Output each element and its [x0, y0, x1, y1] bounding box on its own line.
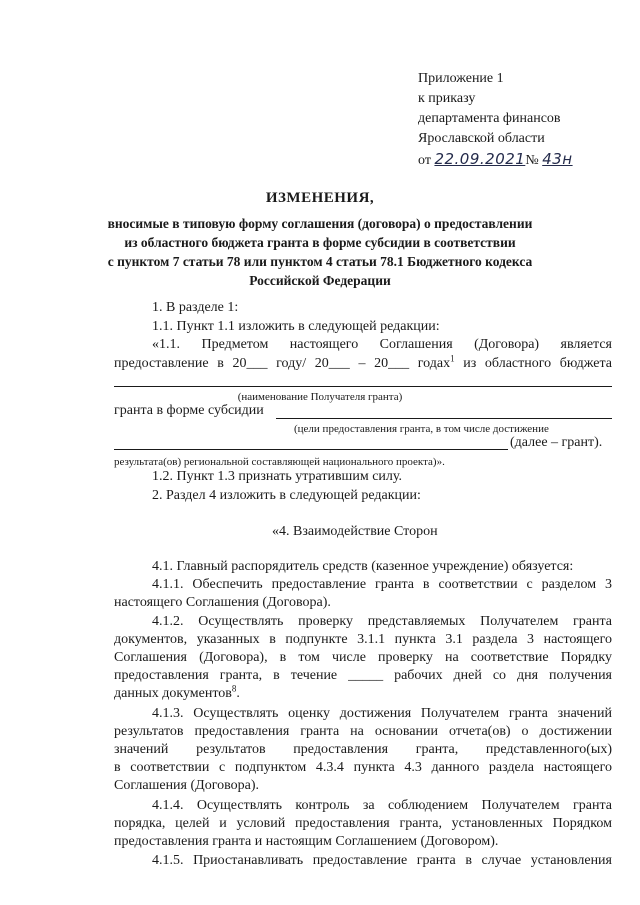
paragraph-4-1-1-line-1: 4.1.1. Обеспечить предоставление гранта в соответствии с разделом 3	[152, 577, 612, 592]
header-line-department: департамента финансов	[418, 111, 561, 126]
approval-header	[418, 69, 628, 171]
paragraph-1-1: 1.1. Пункт 1.1 изложить в следующей редакции:	[152, 319, 440, 334]
paragraph-4-1-4-line-2: порядка, целей и условий предоставления гранта, установленных Порядком	[114, 816, 612, 831]
paragraph-4-1-2-line-3: Соглашения (Договора), в том числе проверку на соответствие Порядку	[114, 650, 612, 665]
paragraph-4-1-2-line-1: 4.1.2. Осуществлять проверку представляемых Получателем гранта	[152, 614, 612, 629]
blank-line-results	[114, 449, 508, 450]
document-title: ИЗМЕНЕНИЯ,	[265, 190, 375, 206]
header-line-region: Ярославской области	[418, 131, 545, 146]
caption-recipient: (наименование Получателя гранта)	[237, 391, 403, 403]
subtitle-line: вносимые в типовую форму соглашения (договора) о предоставлении	[107, 216, 533, 231]
header-date-number	[418, 149, 628, 171]
paragraph-4-1-2-line-2: документов, указанных в подпункте 3.1.1 пункта 3.1 раздела 3 настоящего	[114, 632, 612, 647]
subtitle-line: с пунктом 7 статьи 78 или пунктом 4 статьи 78.1 Бюджетного кодекса	[107, 254, 533, 269]
paragraph-2: 2. Раздел 4 изложить в следующей редакции:	[152, 488, 421, 503]
paragraph-4-1-4-line-1: 4.1.4. Осуществлять контроль за соблюдением Получателем гранта	[152, 798, 612, 813]
dalee-grant-text: (далее – грант).	[510, 435, 603, 450]
blank-line-recipient	[114, 386, 612, 387]
grant-form-label: гранта в форме субсидии	[114, 403, 264, 418]
subtitle-line: из областного бюджета гранта в форме субсидии в соответствии	[124, 235, 516, 250]
paragraph-4-1-3-line-3: значений результатов предоставления гранта, представленного(ых)	[114, 742, 612, 757]
paragraph-1-2: 1.2. Пункт 1.3 признать утратившим силу.	[152, 469, 402, 484]
results-note: результата(ов) региональной составляющей национального проекта)».	[114, 456, 445, 468]
quote-1-1-line-2: предоставление в 20___ году/ 20___ – 20___ годах$^1$ из областного бюджета	[114, 353, 612, 371]
quote-1-1-line-1: «1.1. Предметом настоящего Соглашения (Договора) является	[152, 337, 612, 352]
paragraph-4-1-3-line-2: результатов предоставления гранта на основании отчета(ов) о достижении	[114, 724, 612, 739]
paragraph-4-1-1-line-2: настоящего Соглашения (Договора).	[114, 595, 331, 610]
paragraph-4-1-5-line-1: 4.1.5. Приостанавливать предоставление гранта в случае установления	[152, 853, 612, 868]
paragraph-4-1-3-line-4: в соответствии с подпунктом 4.3.4 пункта 4.3 данного раздела настоящего	[114, 760, 612, 775]
header-line-order: к приказу	[418, 91, 476, 106]
paragraph-4-1: 4.1. Главный распорядитель средств (казенное учреждение) обязуется:	[152, 559, 574, 574]
number-prefix: №	[525, 153, 539, 168]
paragraph-4-1-4-line-3: предоставления гранта и настоящим Соглашением (Договором).	[114, 834, 499, 849]
paragraph-4-1-2-line-4: предоставления гранта, в течение _____ рабочих дней со дня получения	[114, 668, 612, 683]
caption-purpose: (цели предоставления гранта, в том числе достижение	[294, 423, 549, 435]
subtitle-line: Российской Федерации	[249, 273, 391, 288]
header-line-annex: Приложение 1	[418, 71, 504, 86]
date-prefix: от	[418, 153, 431, 168]
paragraph-4-1-3-line-1: 4.1.3. Осуществлять оценку достижения Получателем гранта значений	[152, 706, 612, 721]
section-4-heading: «4. Взаимодействие Сторон	[272, 524, 438, 539]
paragraph-4-1-3-line-5: Соглашения (Договора).	[114, 778, 259, 793]
blank-line-purpose	[276, 418, 612, 419]
handwritten-number: 43н	[542, 150, 573, 168]
document-subtitle	[0, 214, 640, 290]
handwritten-date: 22.09.2021	[434, 150, 526, 168]
paragraph-4-1-2-line-5: данных документов$^8$.	[114, 683, 240, 701]
paragraph-1: 1. В разделе 1:	[152, 300, 239, 315]
